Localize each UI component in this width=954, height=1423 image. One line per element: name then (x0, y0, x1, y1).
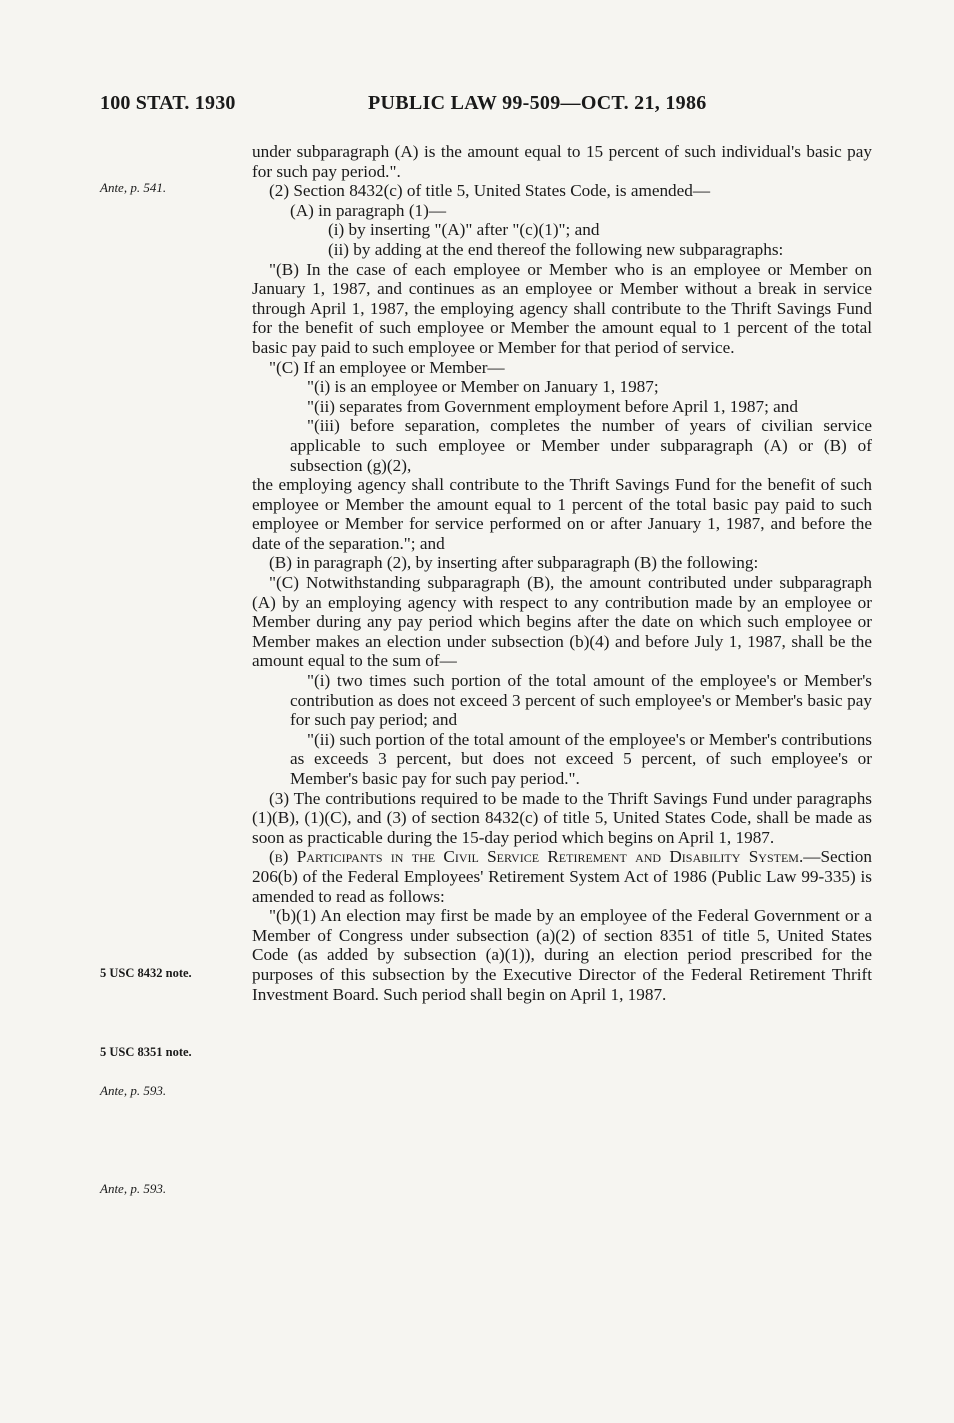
paragraph: "(b)(1) An election may first be made by an employee of the Federal Government or a Member of Congress under subsection (a)(2) of section 8351 of title 5, United States Code (as added by subsection (a)(1)), during an election period prescribed for the purposes of this subsection by the Executive Director of the Federal Retirement Thrift Investment Board. Such period shall begin on April 1, 1987. (252, 906, 872, 1004)
paragraph: "(i) is an employee or Member on January 1, 1987; (307, 377, 659, 397)
paragraph: under subparagraph (A) is the amount equal to 15 percent of such individual's basic pay for such pay period.". (252, 142, 872, 181)
paragraph: the employing agency shall contribute to the Thrift Savings Fund for the benefit of such employee or Member the amount equal to 1 percent of the total basic pay paid to such employee or Member for service performed on or after January 1, 1987, and before the date of the separation."; and (252, 475, 872, 553)
paragraph: "(C) Notwithstanding subparagraph (B), the amount contributed under subparagraph (A) by an employing agency with respect to any contribution made by an employee or Member during any pay period which begins after the date on which such employee or Member makes an election under subsection (b)(4) and before July 1, 1987, shall be the amount equal to the sum of— (252, 573, 872, 671)
paragraph: (B) in paragraph (2), by inserting after subparagraph (B) the following: (269, 553, 759, 573)
margin-note-ante-593-a: Ante, p. 593. (100, 1083, 167, 1098)
statute-page-number: 100 STAT. 1930 (100, 92, 236, 114)
paragraph: "(ii) separates from Government employment before April 1, 1987; and (307, 396, 798, 416)
paragraph: (3) The contributions required to be made to the Thrift Savings Fund under paragraphs (1)(B), (1)(C), and (3) of section 8432(c) of title 5, United States Code, shall be made as soon as practicable during the 15-day period which begins on April 1, 1987. (252, 788, 872, 847)
margin-note-ante-593-b: Ante, p. 593. (100, 1181, 167, 1196)
page-header (0, 92, 954, 122)
paragraph-text: (ii) by adding at the end thereof the following new subparagraphs: (328, 239, 784, 259)
margin-note-ante-541: Ante, p. 541. (100, 180, 167, 195)
margin-note-usc-8351: 5 USC 8351 note. (100, 1045, 192, 1059)
paragraph (252, 847, 872, 906)
paragraph (252, 240, 872, 260)
paragraph: "(ii) such portion of the total amount of the employee's or Member's contributions as exceeds 3 percent, but does not exceed 5 percent, of such employee's or Member's basic pay for such pay period.". (290, 729, 872, 788)
paragraph: (A) in paragraph (1)— (290, 200, 447, 220)
margin-note-usc-8432: 5 USC 8432 note. (100, 966, 192, 980)
paragraph: (2) Section 8432(c) of title 5, United States Code, is amended— (269, 181, 711, 201)
statute-body (252, 142, 872, 1004)
paragraph: (i) by inserting "(A)" after "(c)(1)"; and (328, 220, 600, 240)
paragraph: "(i) two times such portion of the total amount of the employee's or Member's contribution as does not exceed 3 percent of such employee's or Member's basic pay for such pay period; and (290, 671, 872, 730)
section-heading: (b) Participants in the Civil Service Retirement and Disability System. (269, 847, 804, 867)
paragraph: "(iii) before separation, completes the number of years of civilian service applicable to such employee or Member under subparagraph (A) or (B) of subsection (g)(2), (290, 416, 872, 475)
paragraph: "(B) In the case of each employee or Member who is an employee or Member on January 1, 1987, and continues as an employee or Member without a break in service through April 1, 1987, the employing agency shall contribute to the Thrift Savings Fund for the benefit of such employee or Member the amount equal to 1 percent of the total basic pay paid to such employee or Member for that period of service. (252, 259, 872, 357)
public-law-title: PUBLIC LAW 99-509—OCT. 21, 1986 (368, 92, 707, 114)
paragraph-text: —Section 206(b) of the Federal Employees' Retirement System Act of 1986 (Public Law 99-335) is amended to read as follows: (252, 847, 872, 906)
paragraph: "(C) If an employee or Member— (269, 357, 505, 377)
